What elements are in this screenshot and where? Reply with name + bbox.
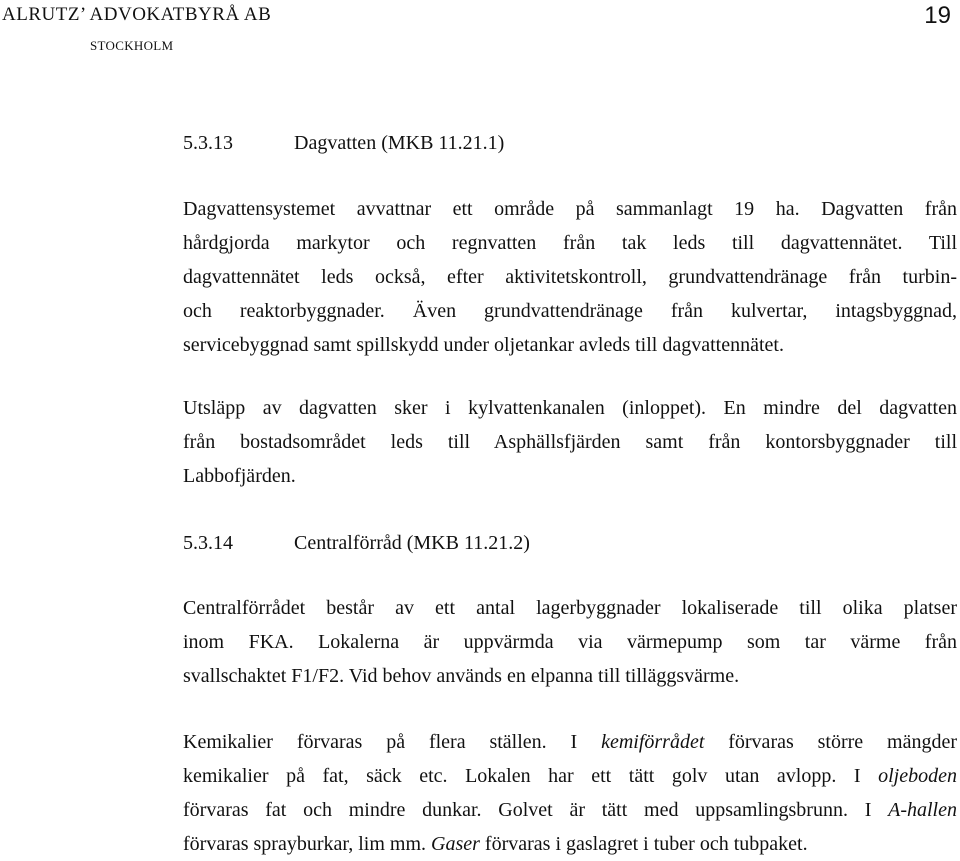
section-number: 5.3.13 xyxy=(183,132,233,154)
text-run: förvaras större mängder xyxy=(704,731,957,753)
text-run: kemikalier på fat, säck etc. Lokalen har ett tätt golv utan avlopp. I xyxy=(183,765,879,787)
paragraph-line: inom FKA. Lokalerna är uppvärmda via värmepump som tar värme från xyxy=(183,631,957,653)
paragraph-centralforrad xyxy=(183,591,957,693)
text-run: förvaras fat och mindre dunkar. Golvet är tätt med uppsamlingsbrunn. I xyxy=(183,799,889,821)
paragraph-line xyxy=(183,793,957,827)
text-run: förvaras sprayburkar, lim mm. xyxy=(183,833,432,855)
emphasis-kemiforradet: kemiförrådet xyxy=(601,731,705,753)
firm-name: ALRUTZ’ ADVOKATBYRÅ AB xyxy=(2,4,272,25)
paragraph-line: från bostadsområdet leds till Asphällsfjärden samt från kontorsbyggnader till xyxy=(183,431,957,453)
paragraph-line: svallschaktet F1/F2. Vid behov används en elpanna till tilläggsvärme. xyxy=(183,665,740,687)
section-number: 5.3.14 xyxy=(183,532,233,554)
page-number: 19 xyxy=(924,2,951,29)
paragraph-line: Dagvattensystemet avvattnar ett område på sammanlagt 19 ha. Dagvatten från xyxy=(183,198,957,220)
emphasis-gaser: Gaser xyxy=(431,833,480,855)
paragraph-line xyxy=(183,725,957,759)
section-heading-5-3-13 xyxy=(183,131,504,155)
paragraph-line xyxy=(183,759,957,793)
paragraph-line: Centralförrådet består av ett antal lagerbyggnader lokaliserade till olika platser xyxy=(183,597,957,619)
paragraph-line: Labbofjärden. xyxy=(183,465,296,487)
text-run: Kemikalier förvaras på flera ställen. I xyxy=(183,731,602,753)
text-run: förvaras i gaslagret i tuber och tubpaket. xyxy=(479,833,808,855)
paragraph-line: dagvattennätet leds också, efter aktivitetskontroll, grundvattendränage från turbin- xyxy=(183,266,957,288)
paragraph-dagvatten-utslapp xyxy=(183,391,957,493)
paragraph-line xyxy=(183,827,957,861)
emphasis-a-hallen: A-hallen xyxy=(888,799,957,821)
paragraph-line: och reaktorbyggnader. Även grundvattendränage från kulvertar, intagsbyggnad, xyxy=(183,300,957,322)
emphasis-oljeboden: oljeboden xyxy=(878,765,957,787)
section-title: Dagvatten (MKB 11.21.1) xyxy=(294,132,505,154)
section-title: Centralförråd (MKB 11.21.2) xyxy=(294,532,530,554)
section-heading-5-3-14 xyxy=(183,531,530,555)
paragraph-line: servicebyggnad samt spillskydd under oljetankar avleds till dagvattennätet. xyxy=(183,334,784,356)
paragraph-line: Utsläpp av dagvatten sker i kylvattenkanalen (inloppet). En mindre del dagvatten xyxy=(183,397,957,419)
firm-city: STOCKHOLM xyxy=(90,38,174,53)
paragraph-kemikalier xyxy=(183,725,957,861)
paragraph-line: hårdgjorda markytor och regnvatten från tak leds till dagvattennätet. Till xyxy=(183,232,957,254)
paragraph-dagvatten-system xyxy=(183,192,957,362)
